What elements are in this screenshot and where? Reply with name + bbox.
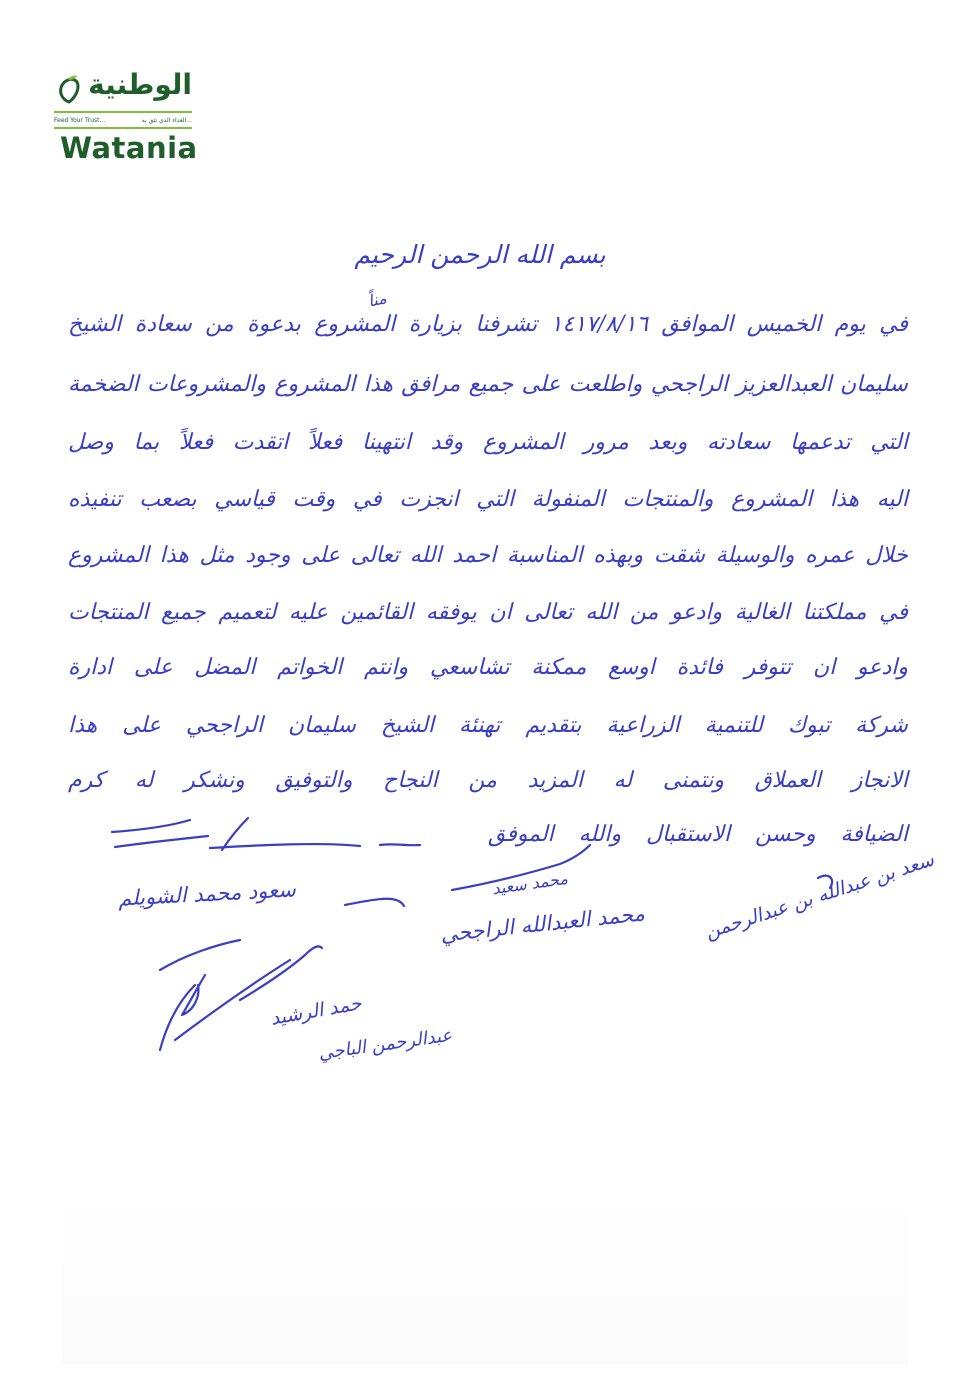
letter-line-2: سليمان العبدالعزيز الراجحي واطلعت على جميع مرافق هذا المشروع والمشروعات الضخمة <box>68 372 908 397</box>
inserted-word: مناً <box>366 288 389 311</box>
signature-bottom-2: عبدالرحمن الباجي <box>317 1024 454 1065</box>
letter-line-8: شركة تبوك للتنمية الزراعية بتقديم تهنئة الشيخ سليمان الراجحي على هذا <box>68 713 908 738</box>
letter-closing: الضيافة وحسن الاستقبال والله الموفق <box>488 822 908 847</box>
logo-english-text: Watania <box>60 131 198 165</box>
letter-line-7: وادعو ان تتوفر فائدة اوسع ممكنة تشاسعي وانتم الخواتم المضل على ادارة <box>68 655 908 680</box>
letter-line-3: التي تدعمها سعادته وبعد مرور المشروع وقد انتهينا فعلاً اتقدت فعلاً بما وصل <box>68 430 908 455</box>
logo-tagline-ar: الغذاء الذي تثق به... <box>141 116 192 124</box>
signature-middle: محمد العبدالله الراجحي <box>439 901 646 947</box>
basmala: بسم الله الرحمن الرحيم <box>354 240 606 269</box>
logo-tagline-en: Feed Your Trust... <box>54 116 106 124</box>
signature-bottom-1: حمد الرشيد <box>268 992 364 1030</box>
letter-line-5: خلال عمره والوسيلة شقت وبهذه المناسبة احمد الله تعالى على وجود مثل هذا المشروع <box>68 543 908 568</box>
letter-line-6: في مملكتنا الغالية وادعو من الله تعالى ان يوفقه القائمين عليه لتعميم جميع المنتجات <box>68 600 908 625</box>
letter-line-9: الانجاز العملاق ونتمنى له المزيد من النجاح والتوفيق ونشكر له كرم <box>68 768 908 793</box>
logo-arabic-text: الوطنية <box>88 68 192 101</box>
signature-title: محمد سعيد <box>491 868 569 899</box>
signature-right: سعد بن عبدالله بن عبدالرحمن <box>702 848 937 944</box>
letter-line-4: اليه هذا المشروع والمنتجات المنفولة التي انجزت في وقت قياسي بصعب تنفيذه <box>68 487 908 512</box>
signature-left: سعود محمد الشويلم <box>117 877 297 911</box>
letter-line-1: في يوم الخميس الموافق ١٤١٧/٨/١٦ تشرفنا بزيارة المشروع بدعوة من سعادة الشيخ <box>68 312 909 337</box>
